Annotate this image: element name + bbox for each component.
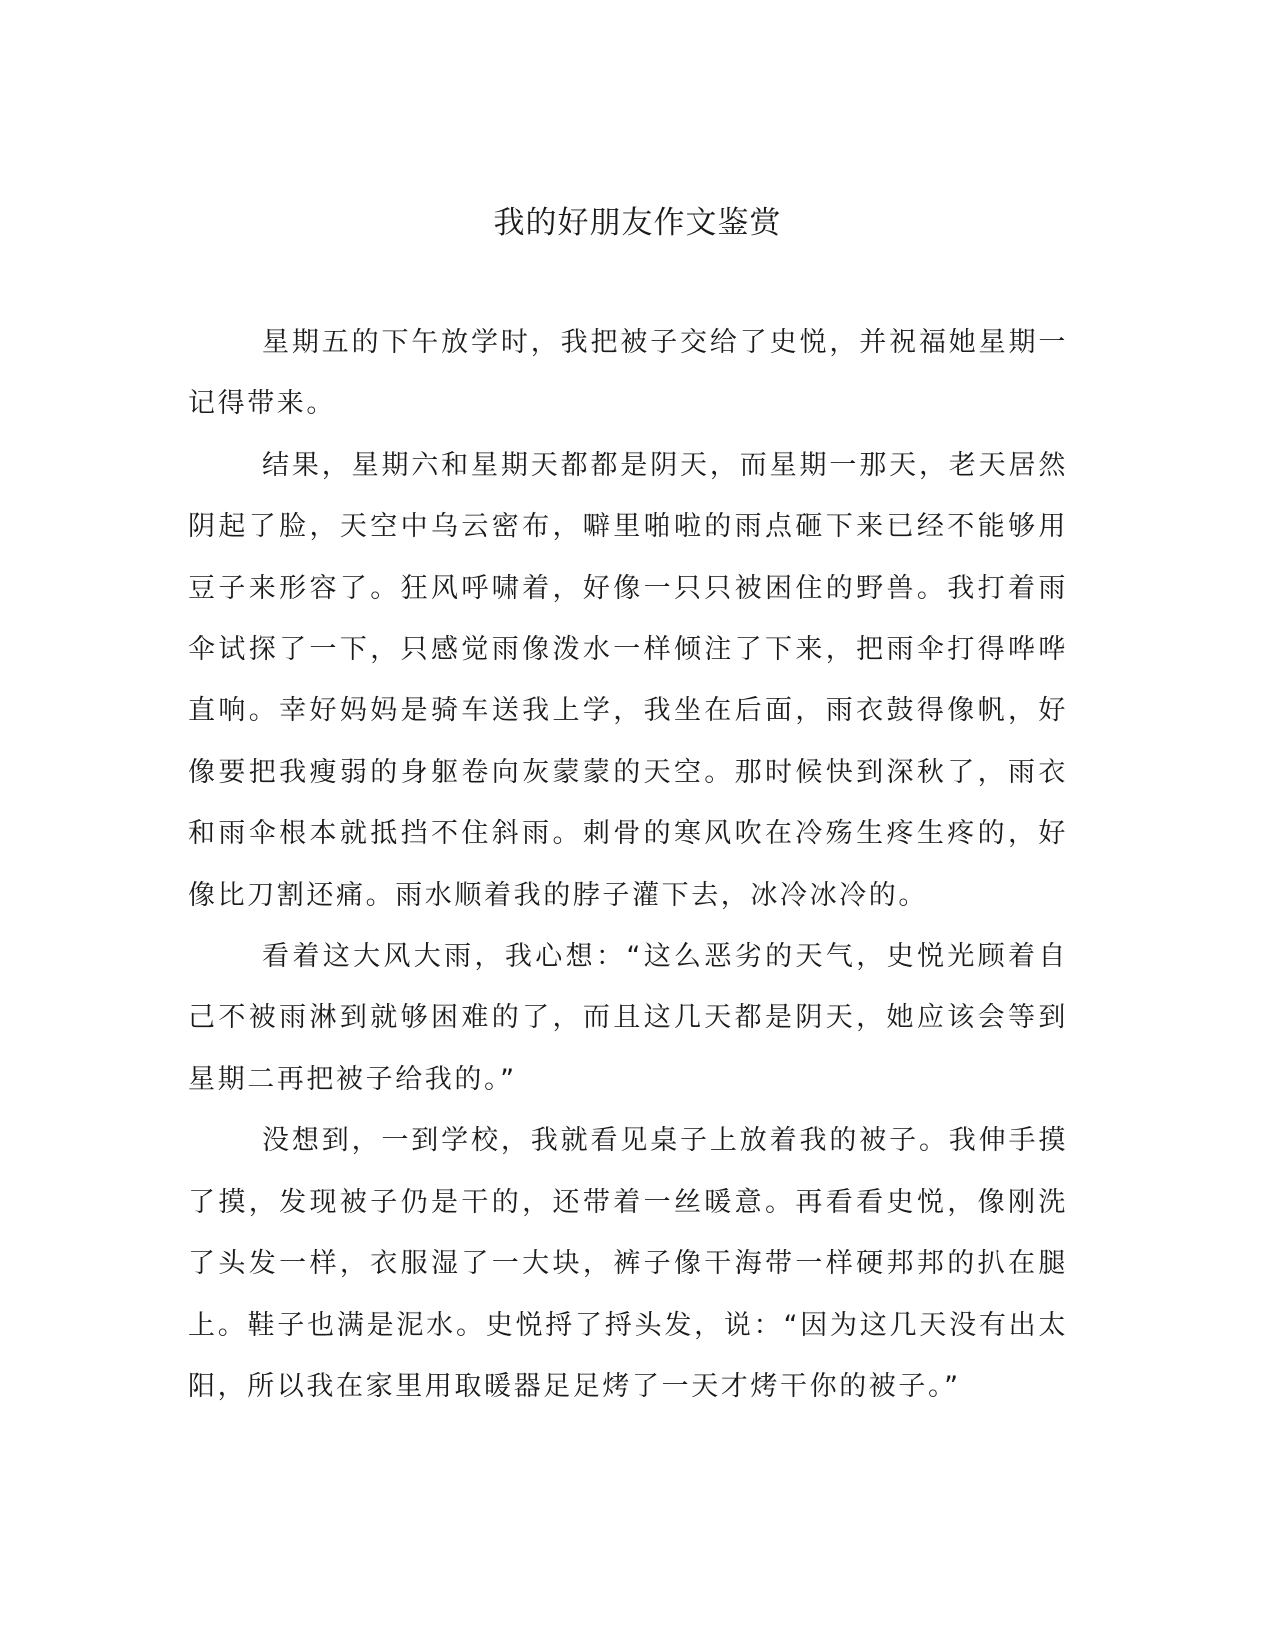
paragraph-1: 星期五的下午放学时，我把被子交给了史悦，并祝福她星期一记得带来。 — [188, 327, 1068, 420]
document-body — [188, 312, 1068, 1417]
paragraph-4: 没想到，一到学校，我就看见桌子上放着我的被子。我伸手摸了摸，发现被子仍是干的，还带着一丝暖意。再看看史悦，像刚洗了头发一样，衣服湿了一大块，裤子像干海带一样硬邦邦的扒在腿上。鞋子也满是泥水。史悦捋了捋头发，说：“因为这几天没有出太阳，所以我在家里用取暖器足足烤了一天才烤干你的被子。” — [188, 1125, 1068, 1402]
paragraph-3: 看着这大风大雨，我心想：“这么恶劣的天气，史悦光顾着自己不被雨淋到就够困难的了，而且这几天都是阴天，她应该会等到星期二再把被子给我的。” — [188, 941, 1068, 1095]
paragraph-2: 结果，星期六和星期天都都是阴天，而星期一那天，老天居然阴起了脸，天空中乌云密布，噼里啪啦的雨点砸下来已经不能够用豆子来形容了。狂风呼啸着，好像一只只被困住的野兽。我打着雨伞试探了一下，只感觉雨像泼水一样倾注了下来，把雨伞打得哗哗直响。幸好妈妈是骑车送我上学，我坐在后面，雨衣鼓得像帆，好像要把我瘦弱的身躯卷向灰蒙蒙的天空。那时候快到深秋了，雨衣和雨伞根本就抵挡不住斜雨。刺骨的寒风吹在冷殇生疼生疼的，好像比刀割还痛。雨水顺着我的脖子灌下去，冰冷冰冷的。 — [188, 449, 1068, 911]
document-title: 我的好朋友作文鉴赏 — [493, 205, 782, 241]
